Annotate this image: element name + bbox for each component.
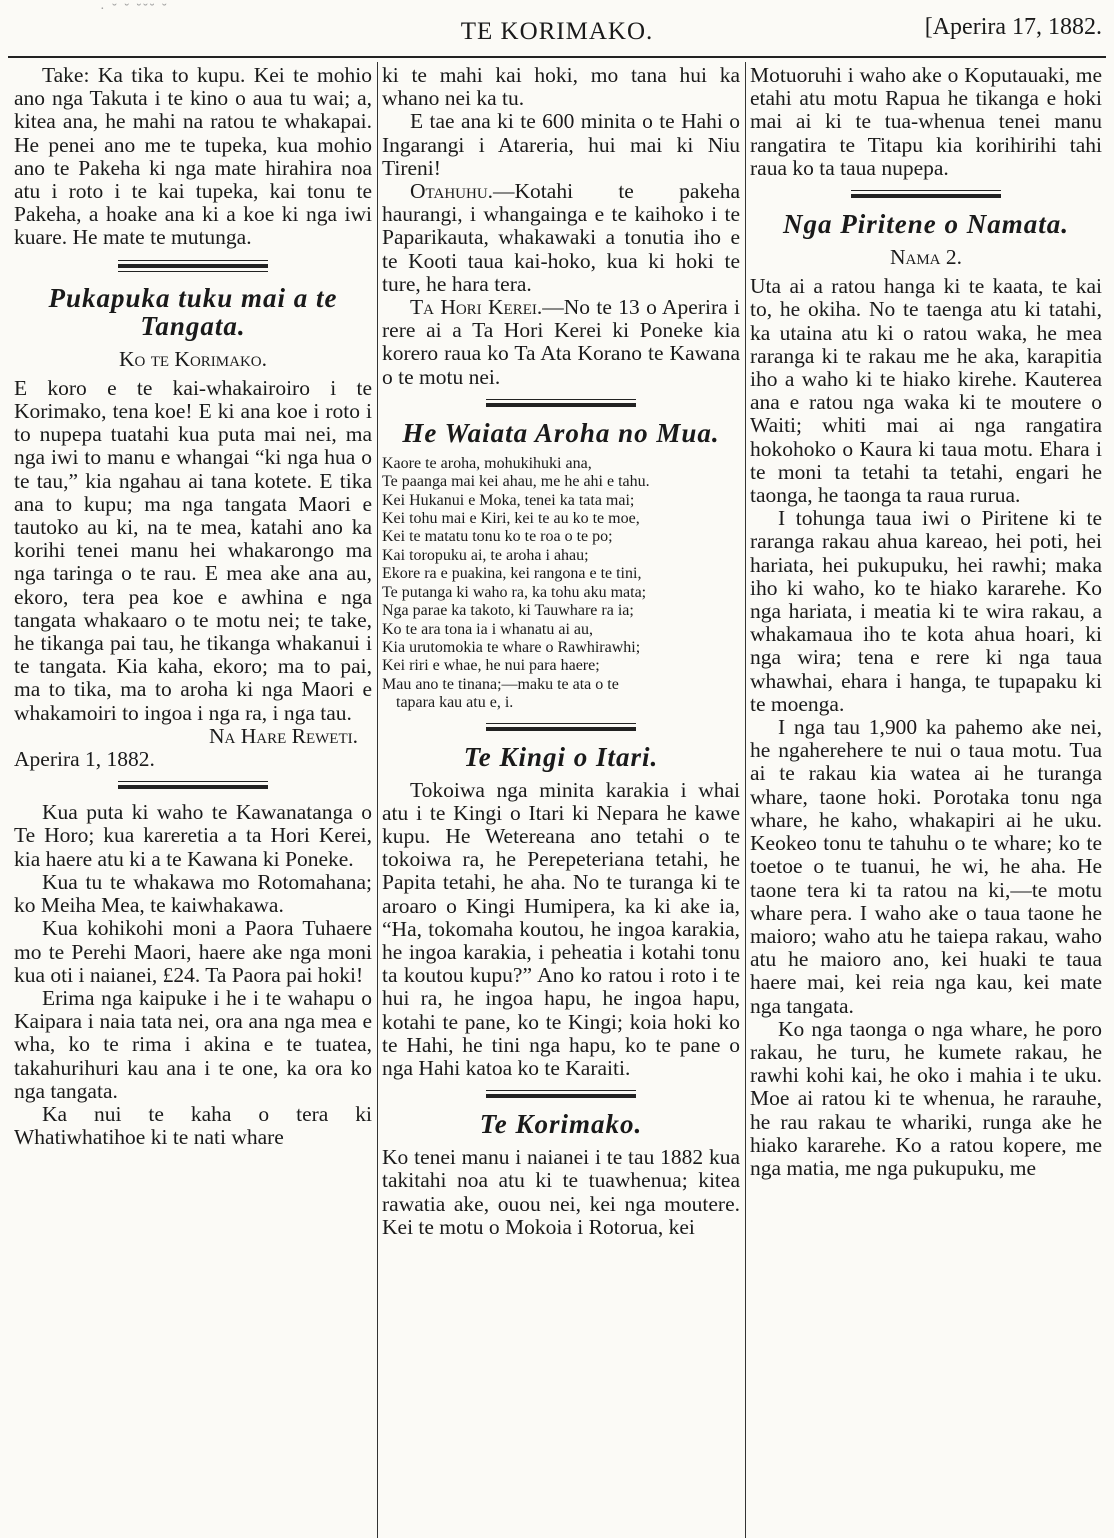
poem-line: Kia urutomokia te whare o Rawhirawhi; [382,638,641,656]
poem-line: Kei Hukanui e Moka, tenei ka tata mai; [382,491,635,509]
poem-line: tapara kau atu e, i. [396,694,514,712]
poem-line: Ekore ra e puakina, kei rangona e te tini, [382,565,642,583]
news-item: Erima nga kaipuke i he i te wahapu o Kaipara i naia tata nei, ora ana nga mea e wha, ko te rima i akina e te tuatea, takahurihuri kau ana i te one, ka ora ko nga tangata. [14,985,372,1103]
header-rule [8,56,1106,58]
letter-body: E koro e te kai-whakairoiro i te Korimako, tena koe! E ki ana koe i roto i to nupepa tuatahi kua puta mai nei, ma nga iwi to manu e whangai “ki nga hua o te tau,” kia ngahau ai tana kotete. E tika ana to kupu; ma nga tangata Maori e tautoko au ki, na te mea, katahi ano ka korihi tenei manu hei whakarongo ma nga taringa o te rau. E mea ake ana au, ekoro, tera pea koe e awhina e nga tangata whakaaro o te motu nei; te take, he tikanga pai tau, he tikanga whakanui i te tangata. Kia kaha, ekoro; ma to pai, ma to tika, ma to aroha ki nga Maori e whakamoiri to ingoa i nga ra, i nga tau. [14,375,372,725]
poem-line: Mau ano te tinana;—maku te ata o te [382,675,619,693]
poem-line: Te paanga mai kei ahau, me he ahi e tahu. [382,473,650,491]
section-heading: He Waiata Aroha no Mua. [402,417,720,448]
section-heading: Pukapuka tuku mai a te Tangata. [48,282,338,341]
column-2 [382,64,740,1538]
section-heading: Te Kingi o Itari. [463,741,659,772]
paragraph: E tae ana ki te 600 minita o te Hahi o Ingarangi i Atareria, hui mai ki Niu Tireni! [382,109,740,180]
news-item: Kua kohikohi moni a Paora Tuhaere mo te Perehi Maori, haere ake nga moni kua oti i naianei, £24. Ta Paora pai hoki! [14,916,372,987]
article-body: Tokoiwa nga minita karakia i whai atu i te Kingi o Itari ki Nepara he kawe kupu. He Wetereana ano tetahi o te tokoiwa ra, he Perepeteriana tetahi, he Papita tetahi, he aha. No te turanga ki te aroaro o Kingi Humipera, ka ki ake ia, “Ha, tokomaha koutou, he ingoa karakia, he ingoa karakia, i peheatia i kotahi tonu ta koutou kupu?” Ano ko ratou i roto i te hui ra, he ingoa hapu, he ingoa hapu, kotahi te pane, ko te Kingi; koia hoki ko te Hahi, he tini nga hapu, ko te pane o nga Hahi katoa ko te Karaiti. [382,777,740,1080]
issue-date: [Aperira 17, 1882. [924,14,1102,40]
poem-line: Kei riri e whae, he nui para haere; [382,657,600,675]
article-body: Ko tenei manu i naianei i te tau 1882 kua takitahi noa atu ki te tuawhenua; kitea rawatia ake, ouou nei, kei nga moutere. Kei te motu o Mokoia i Rotorua, kei [382,1145,740,1239]
poem [382,455,740,713]
news-item [382,296,740,389]
column-1 [14,64,372,1538]
news-item: Kua tu te whakawa mo Rotomahana; ko Meiha Mea, te kaiwhakawa. [14,869,372,918]
poem-line: Kei tohu mai e Kiri, kei te au ko te moe, [382,510,640,528]
article-body: I tohunga taua iwi o Piritene ki te raranga rakau ahua kareao, hei poti, hei hariata, hei pukupuku, hei rawhi; maka iho ki waho, ko te hiako kararehe. Ko nga hariata, i meatia ki te wira rakau, a whakamaua iho te kota ahua hoari, ki nga wira; tena e rere ki nga taua whawhai, ehara i hanga, te tupapaku ki te moenga. [750,506,1102,716]
item-lead: Ta Hori Kerei. [410,295,543,320]
poem-line: Te putanga ki waho ra, ka tohu aku mata; [382,583,647,601]
paragraph: ki te mahi kai hoki, mo tana hui ka whano nei ka tu. [382,64,740,111]
news-item: Ka nui te kaha o tera ki Whatiwhatihoe ki te nati whare [14,1101,372,1150]
section-heading: Nga Piritene o Namata. [783,209,1069,240]
section-separator [486,723,636,731]
letter-date: Aperira 1, 1882. [14,747,155,772]
section-separator [486,1090,636,1098]
paragraph: Motuoruhi i waho ake o Koputauaki, me etahi atu motu Rapua he tikanga e hoki mai ai ki te tua-whenua tenei manu rangatira te Titapu kia korihirihi tahi raua ko ta taua nupepa. [750,64,1102,180]
newspaper-title: TE KORIMAKO. [460,18,654,45]
column-divider [745,62,746,1538]
poem-line: Kai toropuku ai, te aroha i ahau; [382,546,589,564]
page-header [0,0,1114,58]
item-text: —Kotahi te pakeha haurangi, i whangainga e te kaihoko i te Paparikauta, whakawaki a tonutia iho e te Kooti taua kai-hoko, kua ki hoki te ture, he hara tera. [382,179,740,296]
header-mark: · ˘ ˘ ˘˘˘ ˘ [100,2,169,17]
section-separator [486,399,636,407]
letter-address: Ko te Korimako. [118,346,267,371]
poem-line: Kaore te aroha, mohukihuki ana, [382,454,592,472]
column-divider [377,62,378,1538]
article-body: I nga tau 1,900 ka pahemo ake nei, he ngaherehere te nui o taua motu. Tua ai te rakau kia watea ai he turanga whare, taone hoki. Porotaka tonu nga whare, he kaho, whakapiri ai he uku. Keokeo tonu te tahuhu o te whare; ko te toetoe o te tuanui, he wi, he aha. He taone tera ki ta ratou na ki,—te motu whare pera. I waho ake o taua taone he maioro; waho atu he taiepa rakau, waho atu he maioro ano, kei huaki te taua haere mai, kei reia nga kau, kei mate nga tangata. [750,715,1102,1018]
section-heading: Te Korimako. [479,1109,643,1140]
poem-line: Nga parae ka takoto, ki Tauwhare ra ia; [382,602,634,620]
poem-line: Ko te ara tona ia i whanatu ai au, [382,620,594,638]
section-separator [118,260,268,272]
section-separator [118,781,268,789]
news-item [382,180,740,296]
letter-signature: Na Hare Reweti. [209,723,358,748]
item-text: —No te 13 o Aperira i rere ai a Ta Hori Kerei ki Poneke kia korero raua ko Ta Ata Korano te Kawana o te motu nei. [382,295,740,389]
article-body: Ko nga taonga o nga whare, he poro rakau, he turu, he kumete rakau, he rawhi kohi kai, he oko i mahia i te uku. Moe ai ratou ki te whenua, he rarauhe, he rau rakau te whariki, runga ake he hiako kararehe. Ko a ratou kopere, me nga matia, me nga pukupuku, me [750,1016,1102,1180]
section-subheading: Nama 2. [889,245,963,270]
column-3 [750,64,1102,1538]
section-separator [851,190,1001,198]
news-item: Kua puta ki waho te Kawanatanga o Te Horo; kua kareretia a ta Hori Kerei, kia haere atu ki a te Kawana ki Poneke. [14,800,372,871]
article-body: Uta ai a ratou hanga ki te kaata, te kai to, he okiha. No te taenga atu ki tatahi, ka utaina atu ki o ratou waka, he mea raranga ki te rakau me he aka, karapitia iho a waho ki te hiako kirehe. Kauterea ana e ratou nga waka ki te moutere o Waiti; whiti mai ai nga rangatira hokohoko o Kaura ki taua motu. Ehara i te moni ta tetahi ta tetahi, engari he taonga, he taonga ta raua rurua. [750,274,1102,508]
poem-line: Kei te matatu tonu ko te roa o te po; [382,528,613,546]
item-lead: Otahuhu. [410,179,494,204]
paragraph: Take: Ka tika to kupu. Kei te mohio ano nga Takuta i te kino o aua tu wai; a, kitea ana, he mahi na ratou te whakapai. He penei ano me te tupeka, kua mohio ano te Pakeha ki nga mate hirahira noa atu i roto i te kai tupeka, kai tonu te Pakeha, a hoake ana ki a koe ki nga iwi kuare. He mate te mutunga. [14,64,372,250]
